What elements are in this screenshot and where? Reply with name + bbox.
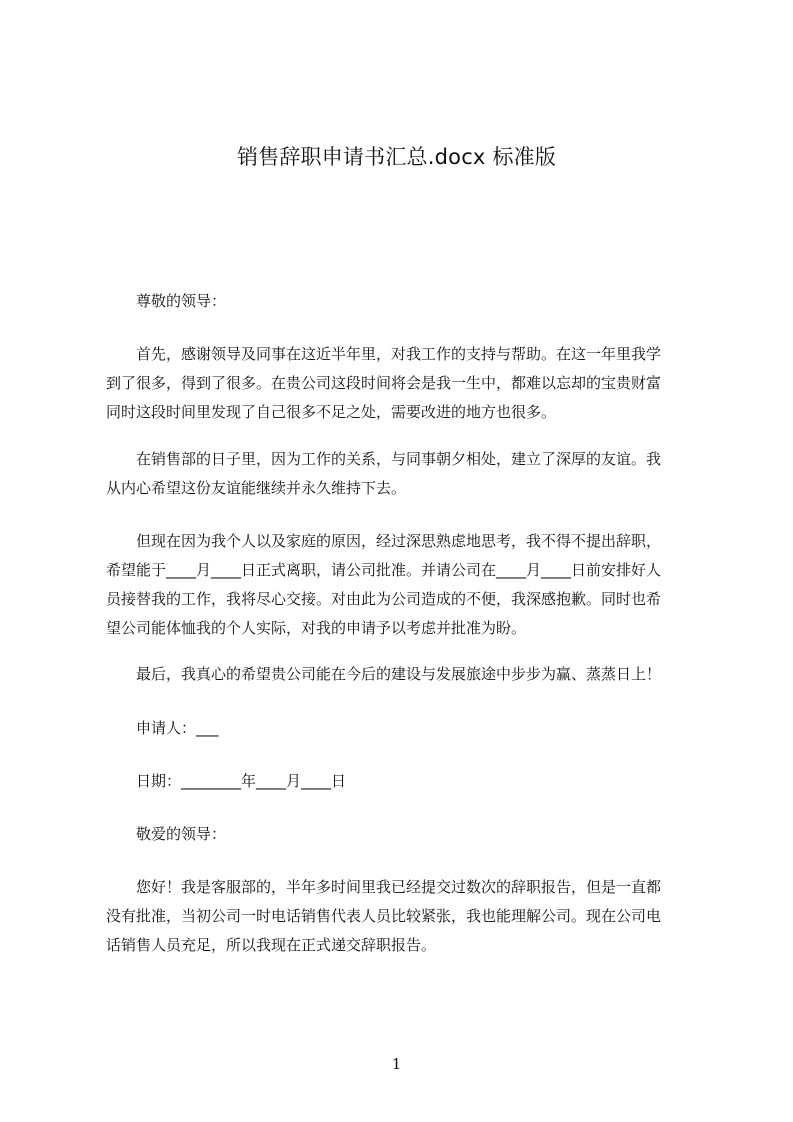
salutation-1 xyxy=(106,287,702,316)
salutation-2 xyxy=(106,820,702,849)
paragraph-3-line: 希望能于____月____日正式离职，请公司批准。并请公司在____月____日前安排好人 xyxy=(106,561,662,579)
paragraph-4-line: 最后，我真心的希望贵公司能在今后的建设与发展旅途中步步为赢、蒸蒸日上！ xyxy=(136,665,662,683)
paragraph-3 xyxy=(106,527,702,643)
paragraph-4 xyxy=(106,660,702,689)
paragraph-1-line: 首先，感谢领导及同事在这近半年里，对我工作的支持与帮助。在这一年里我学 xyxy=(136,345,662,363)
salutation-2-text: 敬爱的领导： xyxy=(136,825,227,843)
date-text: 日期：________年____月____日 xyxy=(136,772,347,790)
paragraph-1-line: 同时这段时间里发现了自己很多不足之处，需要改进的地方也很多。 xyxy=(106,403,557,421)
date-line xyxy=(106,767,702,796)
paragraph-5-line: 您好！我是客服部的，半年多时间里我已经提交过数次的辞职报告，但是一直都 xyxy=(136,878,662,896)
paragraph-5 xyxy=(106,873,702,960)
paragraph-1 xyxy=(106,340,702,427)
paragraph-3-line: 员接替我的工作，我将尽心交接。对由此为公司造成的不便，我深感抱歉。同时也希 xyxy=(106,590,662,608)
paragraph-3-line: 望公司能体恤我的个人实际，对我的申请予以考虑并批准为盼。 xyxy=(106,619,527,637)
salutation-1-text: 尊敬的领导： xyxy=(136,292,227,310)
paragraph-2 xyxy=(106,445,702,503)
paragraph-2-line: 从内心希望这份友谊能继续并永久维持下去。 xyxy=(106,479,407,497)
applicant-text: 申请人：___ xyxy=(136,719,219,737)
paragraph-5-line: 话销售人员充足，所以我现在正式递交辞职报告。 xyxy=(106,936,437,954)
page-number: 1 xyxy=(391,1055,402,1073)
paragraph-5-line: 没有批准，当初公司一时电话销售代表人员比较紧张，我也能理解公司。现在公司电 xyxy=(106,907,662,925)
paragraph-2-line: 在销售部的日子里，因为工作的关系，与同事朝夕相处，建立了深厚的友谊。我 xyxy=(136,450,662,468)
applicant-line xyxy=(106,714,702,743)
document-title: 销售辞职申请书汇总.docx 标准版 xyxy=(236,145,557,169)
paragraph-3-line: 但现在因为我个人以及家庭的原因，经过深思熟虑地思考，我不得不提出辞职， xyxy=(136,532,662,550)
paragraph-1-line: 到了很多，得到了很多。在贵公司这段时间将会是我一生中，都难以忘却的宝贵财富 xyxy=(106,374,662,392)
